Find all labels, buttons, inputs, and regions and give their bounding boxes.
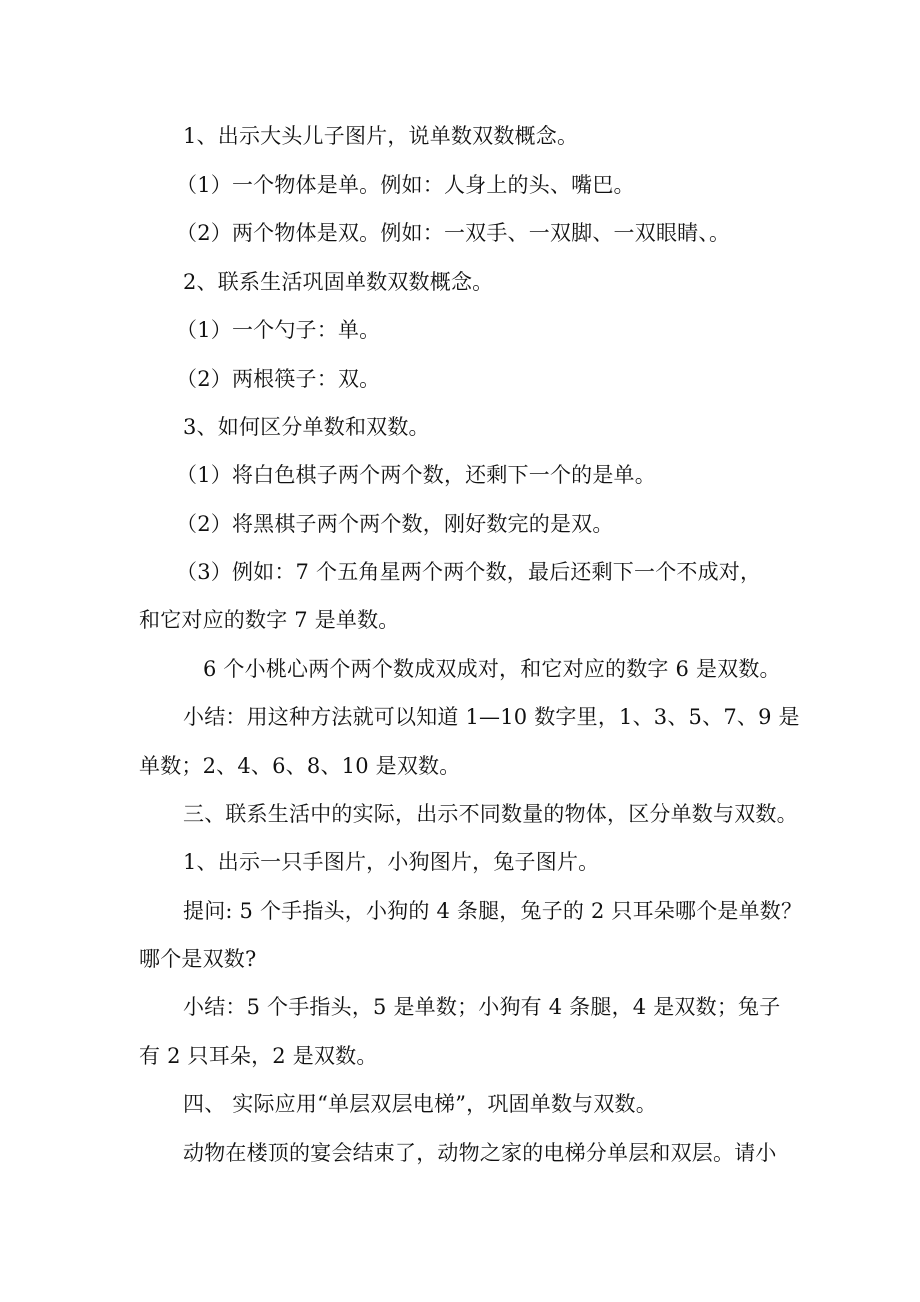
- doc-line-6: （2）两根筷子：双。: [176, 367, 381, 391]
- doc-line-2: （1）一个物体是单。例如：人身上的头、嘴巴。: [176, 173, 635, 197]
- doc-line-17: 提问: 5 个手指头，小狗的 4 条腿，兔子的 2 只耳朵哪个是单数？: [183, 899, 803, 923]
- doc-line-5: （1）一个勺子：单。: [176, 318, 381, 342]
- doc-line-21: 四、 实际应用“单层双层电梯”，巩固单数与双数。: [183, 1092, 657, 1116]
- doc-line-18: 哪个是双数?: [139, 947, 257, 971]
- doc-line-9: （2）将黑棋子两个两个数，刚好数完的是双。: [176, 512, 614, 536]
- doc-line-13: 小结：用这种方法就可以知道 1—10 数字里，1、3、5、7、9 是: [183, 705, 800, 729]
- doc-line-16: 1、出示一只手图片，小狗图片，兔子图片。: [183, 850, 600, 874]
- doc-line-19: 小结：5 个手指头，5 是单数；小狗有 4 条腿，4 是双数；兔子: [183, 995, 781, 1019]
- doc-line-15: 三、联系生活中的实际，出示不同数量的物体，区分单数与双数。: [183, 802, 798, 826]
- doc-line-14: 单数；2、4、6、8、10 是双数。: [139, 754, 461, 778]
- doc-line-7: 3、如何区分单数和双数。: [183, 415, 430, 439]
- doc-line-12: 6 个小桃心两个两个数成双成对，和它对应的数字 6 是双数。: [203, 657, 781, 681]
- doc-line-10: （3）例如：7 个五角星两个两个数，最后还剩下一个不成对，: [176, 560, 762, 584]
- doc-line-22: 动物在楼顶的宴会结束了，动物之家的电梯分单层和双层。请小: [183, 1141, 777, 1165]
- doc-line-4: 2、联系生活巩固单数双数概念。: [183, 270, 494, 294]
- doc-line-3: （2）两个物体是双。例如：一双手、一双脚、一双眼睛、。: [176, 221, 731, 245]
- doc-line-1: 1、出示大头儿子图片，说单数双数概念。: [183, 124, 579, 148]
- doc-line-11: 和它对应的数字 7 是单数。: [139, 608, 400, 632]
- doc-line-8: （1）将白色棋子两个两个数，还剩下一个的是单。: [176, 463, 656, 487]
- doc-line-20: 有 2 只耳朵，2 是双数。: [139, 1044, 378, 1068]
